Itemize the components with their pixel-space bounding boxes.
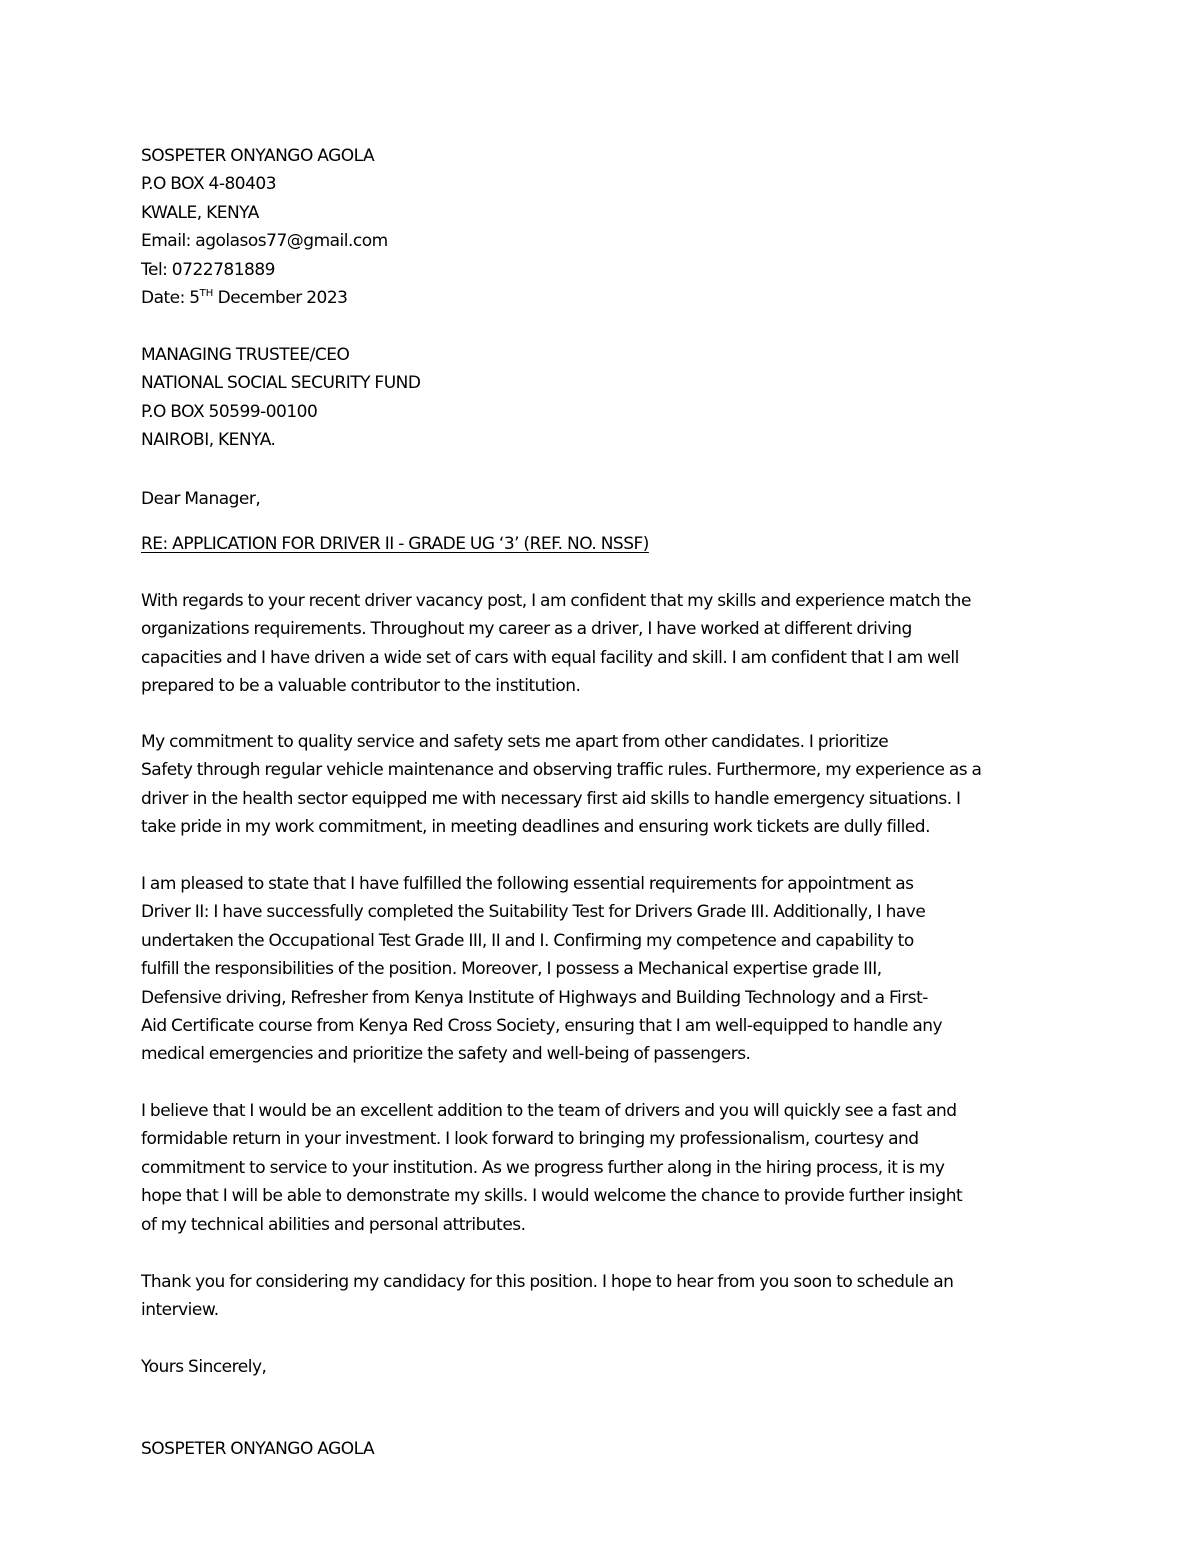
paragraph-4: [141, 1097, 1071, 1239]
subject-line: [141, 530, 1071, 558]
paragraph-line: of my technical abilities and personal attributes.: [141, 1214, 526, 1235]
sender-box: P.O BOX 4-80403: [141, 174, 277, 195]
paragraph-line: Driver II: I have successfully completed the Suitability Test for Drivers Grade III. Additionally, I have: [141, 902, 926, 923]
recipient-address: [141, 341, 1071, 455]
salutation-text: Dear Manager,: [141, 489, 261, 509]
paragraph-line: Defensive driving, Refresher from Kenya Institute of Highways and Building Technology and a First-: [141, 987, 928, 1008]
paragraph-line: medical emergencies and prioritize the safety and well-being of passengers.: [141, 1044, 751, 1065]
paragraph-5: [141, 1268, 1071, 1325]
paragraph-line: commitment to service to your institution. As we progress further along in the hiring process, it is my: [141, 1157, 945, 1178]
paragraph-line: Thank you for considering my candidacy for this position. I hope to hear from you soon to schedule an: [141, 1272, 954, 1292]
paragraph-line: driver in the health sector equipped me with necessary first aid skills to handle emergency situations. I: [141, 788, 961, 809]
paragraph-line: fulfill the responsibilities of the position. Moreover, I possess a Mechanical expertise grade III,: [141, 959, 882, 980]
paragraph-line: prepared to be a valuable contributor to the institution.: [141, 676, 581, 697]
closing-text: Yours Sincerely,: [141, 1357, 267, 1377]
signature: [141, 1435, 1071, 1463]
paragraph-2: [141, 728, 1071, 842]
sender-location: KWALE, KENYA: [141, 202, 259, 223]
subject-text: RE: APPLICATION FOR DRIVER II - GRADE UG ‘3’ (REF. NO. NSSF): [141, 534, 649, 554]
date-superscript: TH: [199, 287, 214, 299]
letter-date: [141, 284, 1071, 312]
recipient-title: MANAGING TRUSTEE/CEO: [141, 345, 350, 365]
paragraph-line: capacities and I have driven a wide set of cars with equal facility and skill. I am confident that I am well: [141, 647, 959, 668]
date-suffix: December 2023: [213, 287, 348, 308]
date-prefix: Date: 5: [141, 287, 200, 308]
salutation: [141, 485, 1071, 513]
sender-email: Email: agolasos77@gmail.com: [141, 231, 388, 252]
paragraph-line: Safety through regular vehicle maintenance and observing traffic rules. Furthermore, my experience as a: [141, 760, 982, 781]
sender-tel: Tel: 0722781889: [141, 259, 275, 280]
paragraph-line: Aid Certificate course from Kenya Red Cross Society, ensuring that I am well-equipped to handle any: [141, 1015, 943, 1036]
paragraph-line: My commitment to quality service and safety sets me apart from other candidates. I prioritize: [141, 732, 889, 752]
sender-name: SOSPETER ONYANGO AGOLA: [141, 146, 375, 166]
recipient-org: NATIONAL SOCIAL SECURITY FUND: [141, 373, 421, 394]
sender-address: [141, 142, 1071, 312]
paragraph-line: I believe that I would be an excellent addition to the team of drivers and you will quickly see a fast and: [141, 1101, 957, 1121]
paragraph-3: [141, 870, 1071, 1069]
paragraph-line: With regards to your recent driver vacancy post, I am confident that my skills and experience match the: [141, 591, 971, 611]
recipient-city: NAIROBI, KENYA.: [141, 430, 276, 451]
paragraph-line: I am pleased to state that I have fulfilled the following essential requirements for appointment as: [141, 874, 914, 894]
closing: [141, 1353, 1071, 1381]
paragraph-line: organizations requirements. Throughout my career as a driver, I have worked at different driving: [141, 619, 912, 640]
paragraph-line: take pride in my work commitment, in meeting deadlines and ensuring work tickets are dully filled.: [141, 817, 930, 838]
paragraph-line: formidable return in your investment. I look forward to bringing my professionalism, courtesy and: [141, 1129, 919, 1150]
signature-name: SOSPETER ONYANGO AGOLA: [141, 1439, 375, 1459]
paragraph-1: [141, 587, 1071, 701]
paragraph-line: interview.: [141, 1300, 219, 1321]
paragraph-line: hope that I will be able to demonstrate my skills. I would welcome the chance to provide further insight: [141, 1186, 963, 1207]
paragraph-line: undertaken the Occupational Test Grade III, II and I. Confirming my competence and capability to: [141, 930, 914, 951]
recipient-box: P.O BOX 50599-00100: [141, 401, 318, 422]
